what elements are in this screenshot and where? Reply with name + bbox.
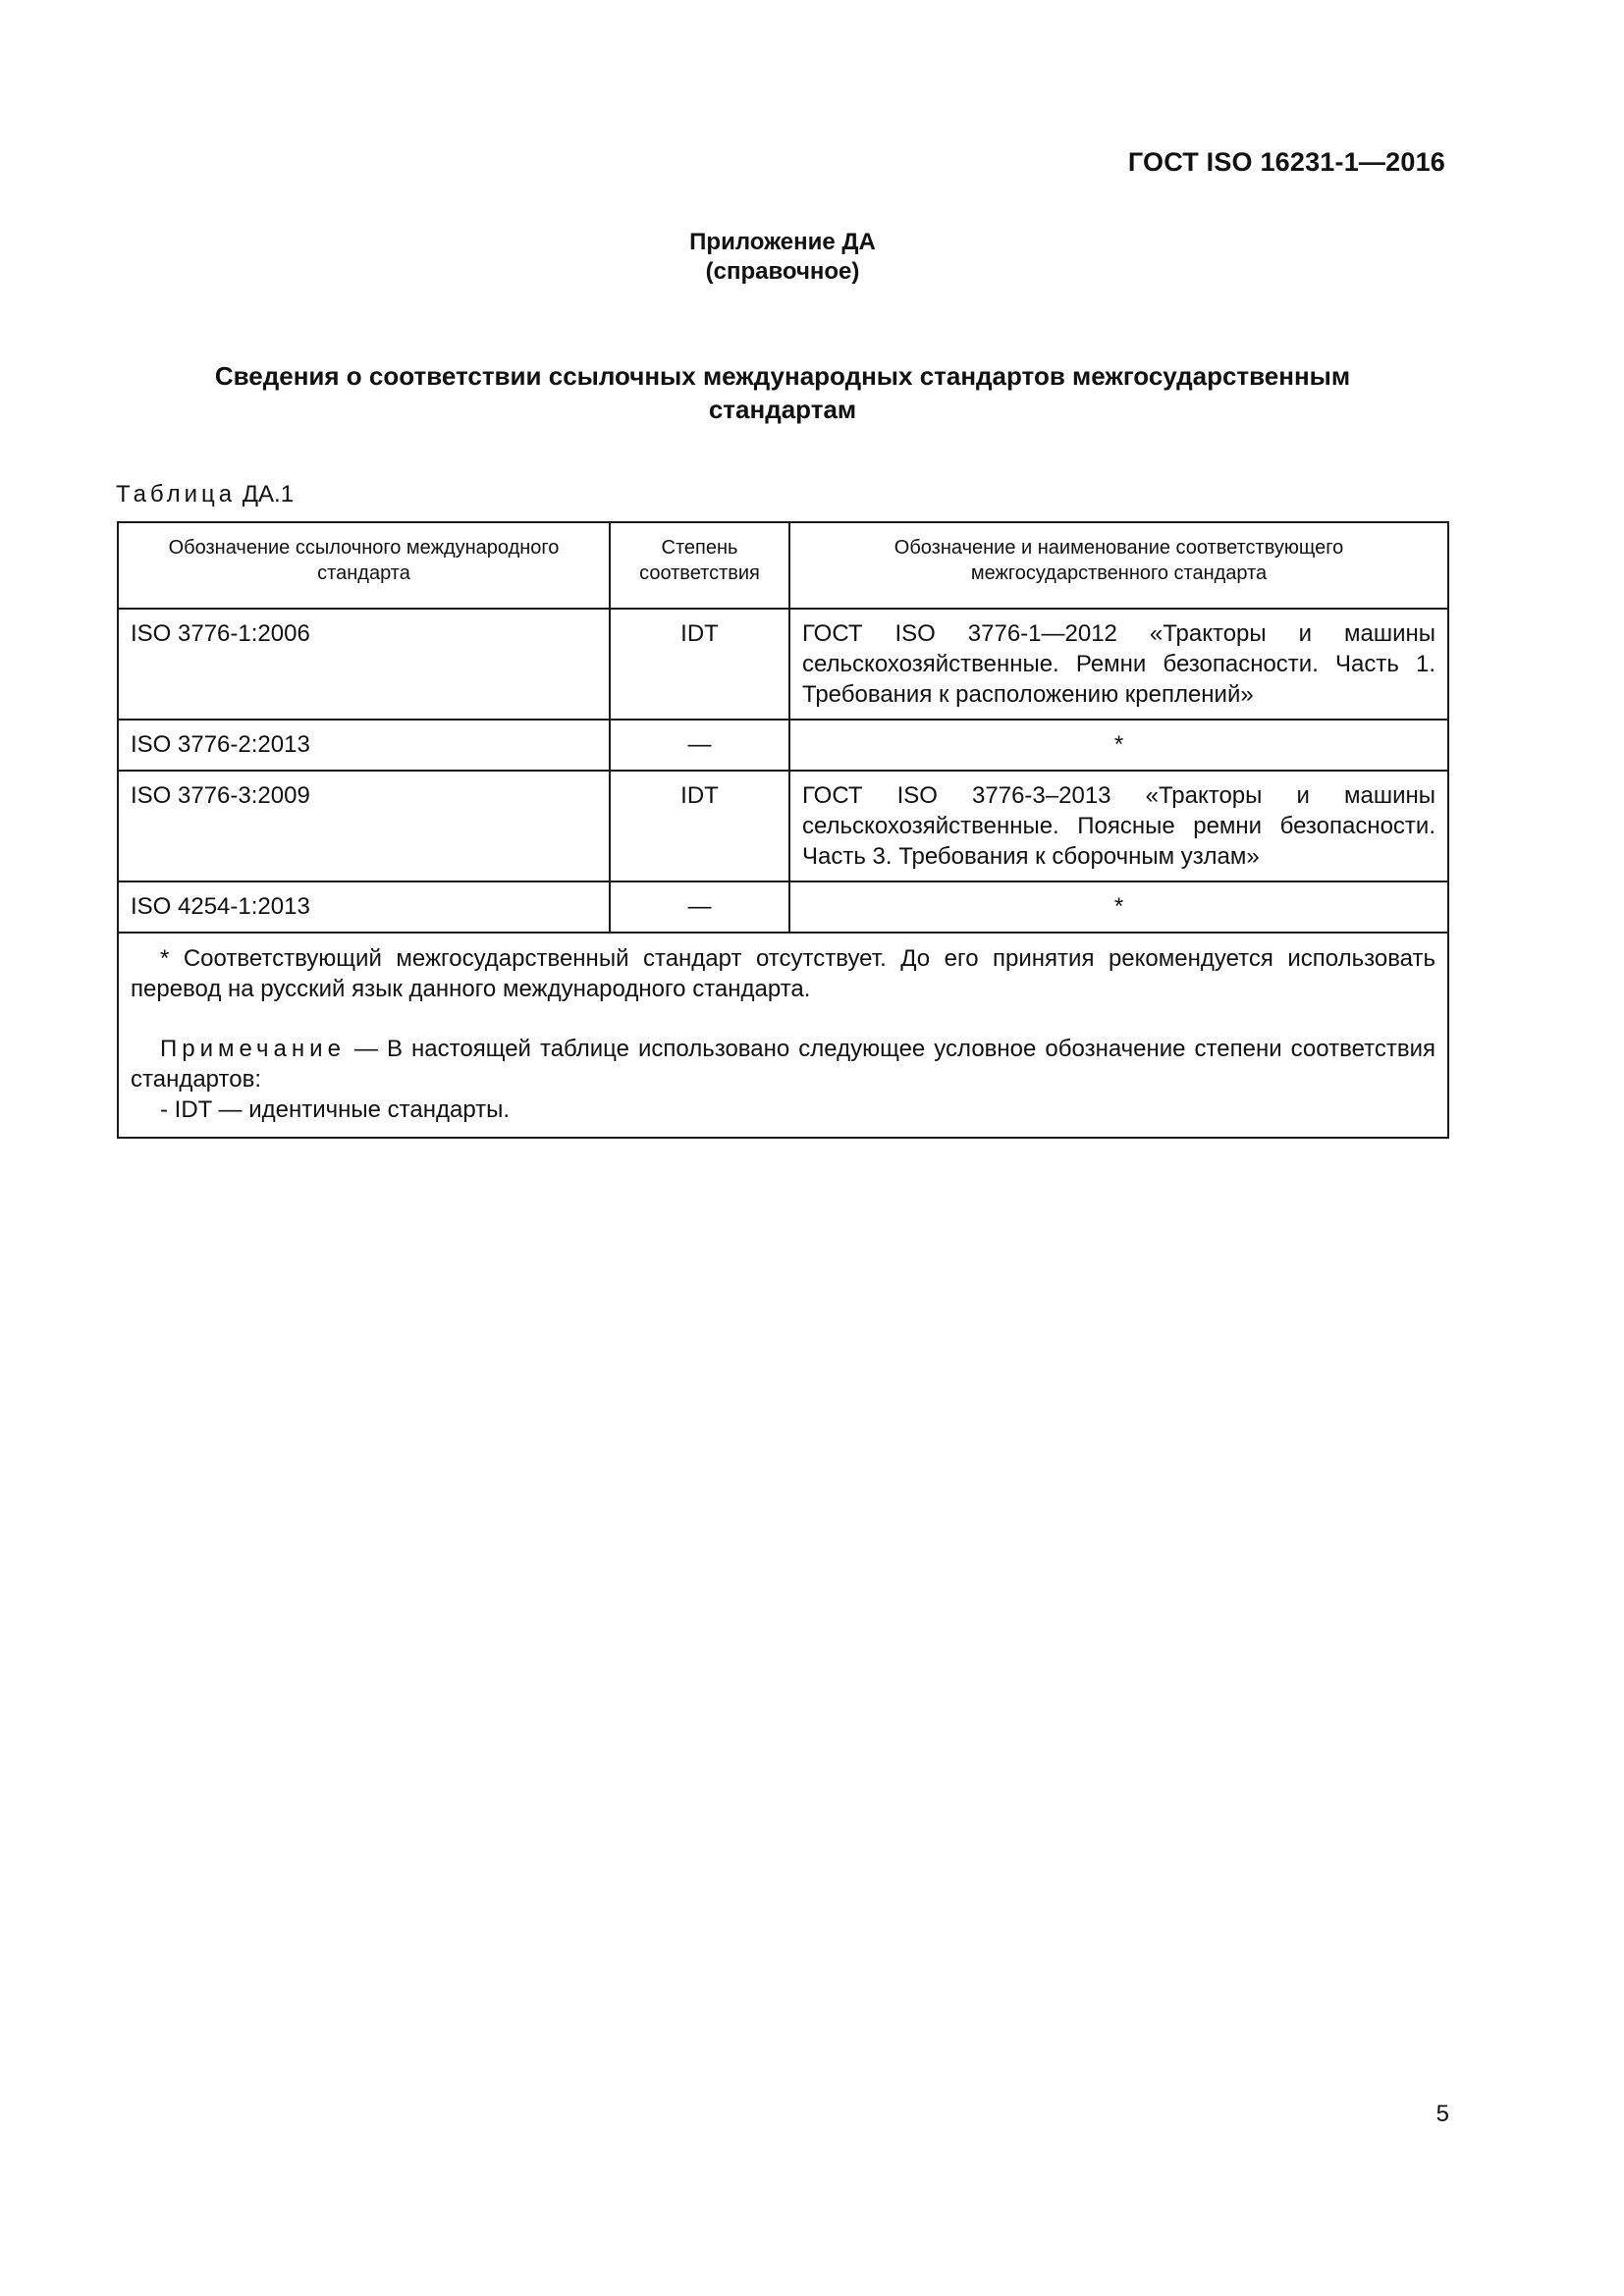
cell-degree: IDT [610,609,789,720]
page-number: 5 [1435,2101,1449,2127]
section-heading-line1: Сведения о соответствии ссылочных международных стандартов межгосударственным [214,361,1351,391]
table-note [131,1034,1435,1095]
cell-ref: ISO 3776-3:2009 [118,771,610,881]
note-text: — В настоящей таблице использовано следующее условное обозначение степени соответствия стандартов: [131,1036,1435,1093]
table-row [118,881,1448,933]
cell-degree: — [610,881,789,933]
cell-degree: IDT [610,771,789,881]
section-heading-line2: стандартам [708,395,857,424]
note-label: Примечание [160,1036,346,1062]
cell-ref: ISO 3776-1:2006 [118,609,610,720]
annex-subtitle: (справочное) [705,258,860,285]
header-degree: Степень соответствия [610,522,789,609]
table-row [118,609,1448,720]
cell-gost: * [789,720,1448,771]
cell-ref: ISO 4254-1:2013 [118,881,610,933]
table-footer-row [118,933,1448,1138]
header-ref-standard: Обозначение ссылочного международного стандарта [118,522,610,609]
section-heading [157,359,1408,426]
table-row [118,720,1448,771]
table-footer-cell [118,933,1448,1138]
cell-gost: ГОСТ ISO 3776-1—2012 «Тракторы и машины сельскохозяйственные. Ремни безопасности. Часть 1. Требования к расположению креплений» [789,609,1448,720]
table-label-word: Таблица [116,481,237,507]
cell-gost: * [789,881,1448,933]
annex-title-block [0,228,1565,287]
annex-title: Приложение ДА [689,229,876,255]
cell-ref: ISO 3776-2:2013 [118,720,610,771]
table-row [118,771,1448,881]
table-header-row [118,522,1448,609]
table-label [116,481,294,508]
header-gost-standard: Обозначение и наименование соответствующего межгосударственного стандарта [789,522,1448,609]
table-footnote: * Соответствующий межгосударственный стандарт отсутствует. До его принятия рекомендуется использовать перевод на русский язык данного международного стандарта. [131,945,1435,1002]
table-label-number: ДА.1 [242,481,295,507]
note-item: - IDT — идентичные стандарты. [160,1096,511,1123]
cell-gost: ГОСТ ISO 3776-3–2013 «Тракторы и машины сельскохозяйственные. Поясные ремни безопасности. Часть 3. Требования к сборочным узлам» [789,771,1448,881]
cell-degree: — [610,720,789,771]
document-code: ГОСТ ISO 16231-1—2016 [1127,147,1445,177]
reference-standards-table [117,521,1449,1139]
